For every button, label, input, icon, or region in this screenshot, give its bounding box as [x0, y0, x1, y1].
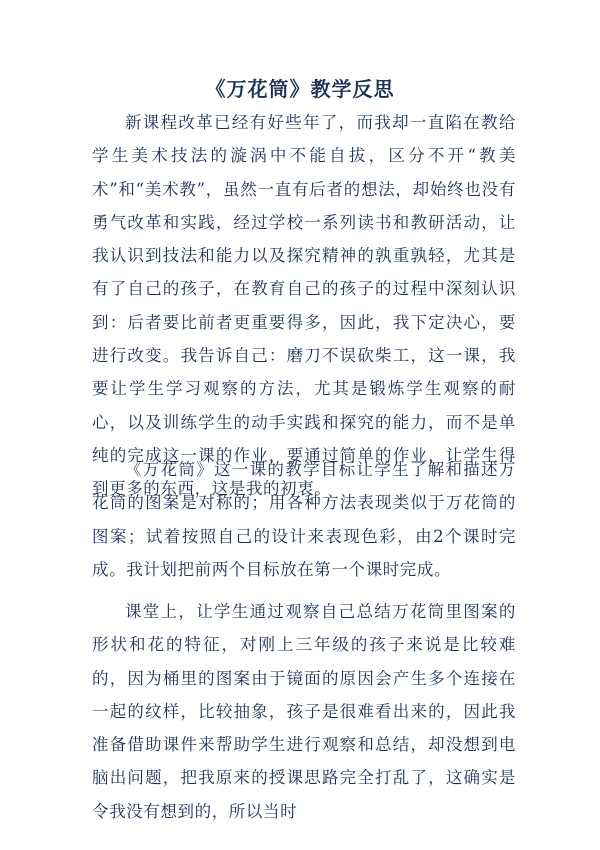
paragraph-2: 《万花筒》这一课的教学目标让学生了解和描述万花筒的图案是对称的；用各种方法表现类似于万花筒的图案；试着按照自己的设计来表现色彩，由2个课时完成。我计划把前两个目标放在第一个课时完成。 — [92, 460, 516, 579]
paragraph-1: 新课程改革已经有好些年了，而我却一直陷在教给学生美术技法的漩涡中不能自拔，区分不开“教美术”和“美术教”，虽然一直有后者的想法，却始终也没有勇气改革和实践，经过学校一系列读书和教研活动，让我认识到技法和能力以及探究精神的孰重孰轻，尤其是有了自己的孩子，在教育自己的孩子的过程中深刻认识到：后者要比前者更重要得多，因此，我下定决心，要进行改变。我告诉自己：磨刀不误砍柴工，这一课，我要让学生学习观察的方法，尤其是锻炼学生观察的耐心，以及训练学生的动手实践和探究的能力，而不是单纯的完成这一课的作业，要通过简单的作业，让学生得到更多的东西，这是我的初衷。 — [92, 113, 516, 499]
document-title: 《万花筒》教学反思 — [205, 77, 395, 101]
paragraph-3: 课堂上，让学生通过观察自己总结万花筒里图案的形状和花的特征，对刚上三年级的孩子来说是比较难的，因为桶里的图案由于镜面的原因会产生多个连接在一起的纹样，比较抽象，孩子是很难看出来的，因此我准备借助课件来帮助学生进行观察和总结，却没想到电脑出问题，把我原来的授课思路完全打乱了，这确实是令我没有想到的，所以当时 — [92, 602, 516, 821]
